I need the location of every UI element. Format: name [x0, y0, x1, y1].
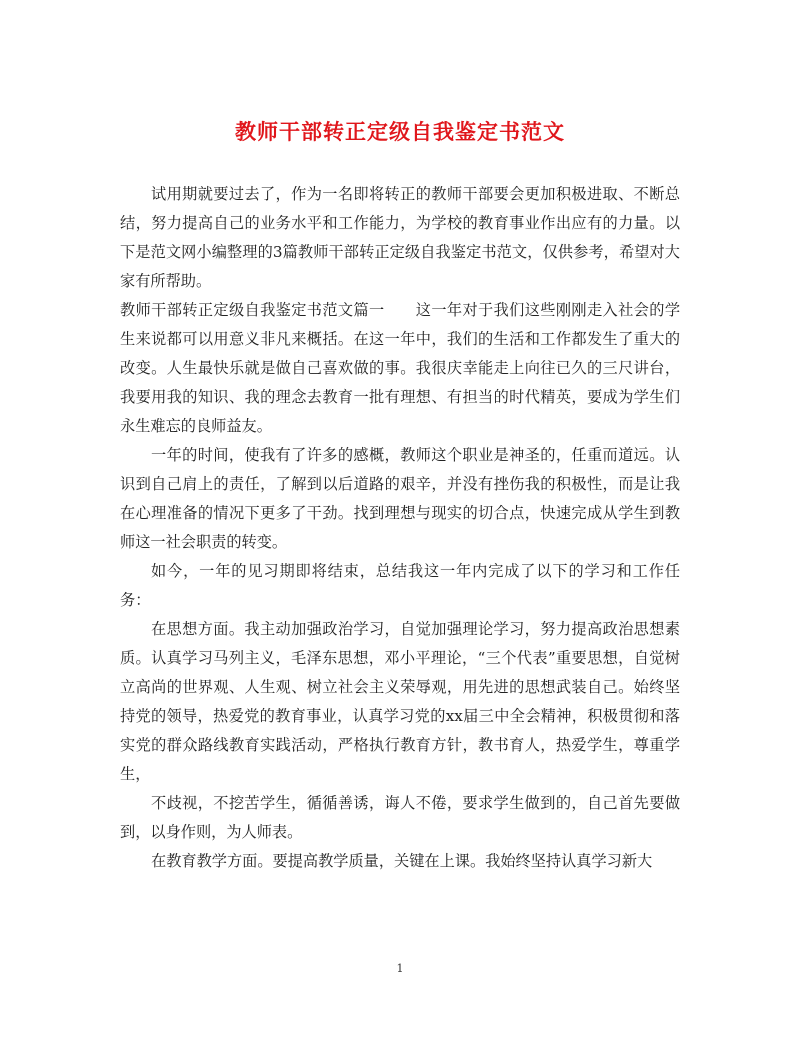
paragraph-ideology: 在思想方面。我主动加强政治学习，自觉加强理论学习，努力提高政治思想素质。认真学习马列主义，毛泽东思想，邓小平理论，“三个代表”重要思想，自觉树立高尚的世界观、人生观、树立社会主义荣辱观，用先进的思想武装自己。始终坚持党的领导，热爱党的教育事业，认真学习党的xx届三中全会精神，积极贯彻和落实党的群众路线教育实践活动，严格执行教育方针，教书育人，热爱学生，尊重学生， [120, 620, 680, 783]
document-body [120, 180, 680, 876]
paragraph-one-year: 一年的时间，使我有了许多的感概，教师这个职业是神圣的，任重而道远。认识到自己肩上的责任，了解到以后道路的艰辛，并没有挫伤我的积极性，而是让我在心理准备的情况下更多了干劲。找到理想与现实的切合点，快速完成从学生到教师这一社会职责的转变。 [120, 446, 680, 551]
page-number: 1 [396, 962, 404, 975]
paragraph-conduct: 不歧视，不挖苦学生，循循善诱，诲人不倦，要求学生做到的，自己首先要做到，以身作则，为人师表。 [120, 794, 680, 841]
document-title: 教师干部转正定级自我鉴定书范文 [235, 119, 565, 144]
paragraph-teaching: 在教育教学方面。要提高教学质量，关键在上课。我始终坚持认真学习新大 [151, 852, 653, 870]
paragraph-intro: 试用期就要过去了，作为一名即将转正的教师干部要会更加积极进取、不断总结，努力提高自己的业务水平和工作能力，为学校的教育事业作出应有的力量。以下是范文网小编整理的3篇教师干部转正定级自我鉴定书范文，仅供参考，希望对大家有所帮助。 [120, 185, 680, 290]
paragraph-section-one: 教师干部转正定级自我鉴定书范文篇一 这一年对于我们这些刚刚走入社会的学生来说都可以用意义非凡来概括。在这一年中，我们的生活和工作都发生了重大的改变。人生最快乐就是做自己喜欢做的事。我很庆幸能走上向往已久的三尺讲台，我要用我的知识、我的理念去教育一批有理想、有担当的时代精英，要成为学生们永生难忘的良师益友。 [120, 301, 680, 435]
paragraph-summary: 如今，一年的见习期即将结束，总结我这一年内完成了以下的学习和工作任务： [120, 562, 680, 609]
